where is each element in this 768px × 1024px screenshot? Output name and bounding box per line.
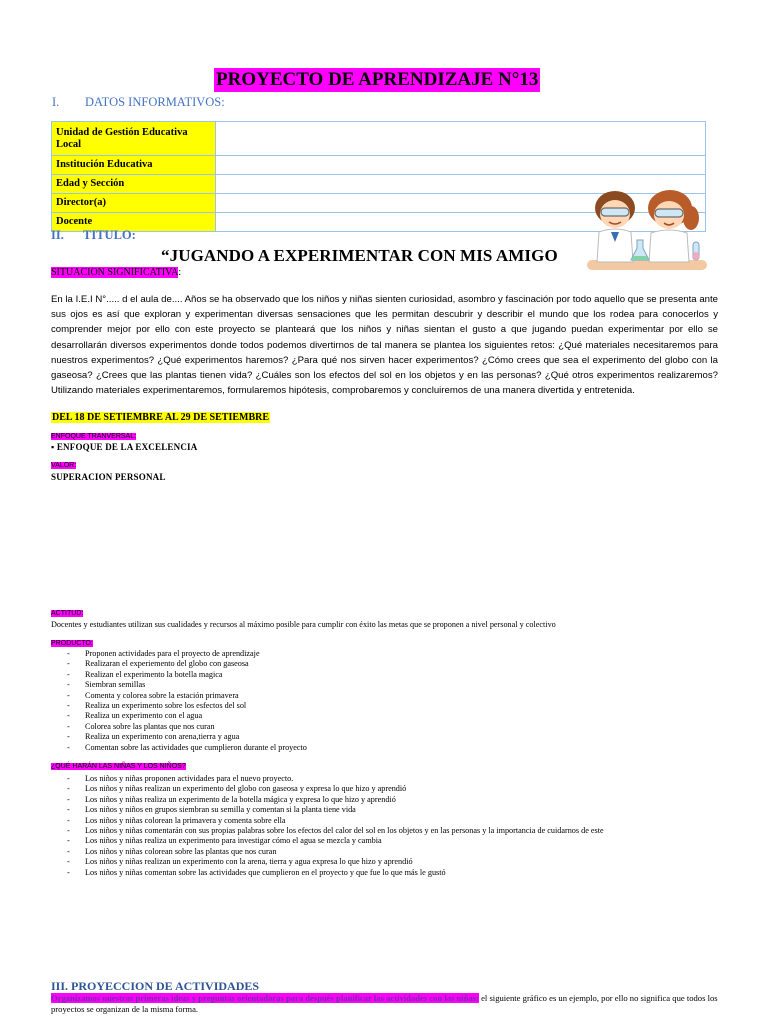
kids-scientists-illustration bbox=[585, 190, 710, 272]
row-label: Unidad de Gestión Educativa Local bbox=[52, 122, 216, 156]
actitud-label: ACTITUD: bbox=[51, 610, 84, 617]
list-item-text: Los niños y niñas colorean sobre las plantas que nos curan bbox=[85, 846, 277, 856]
list-item: - Los niños y niñas realiza un experimento para investigar cómo el agua se mezcla y cambia bbox=[67, 836, 382, 846]
list-item: - Los niños y niños en grupos siembran su semilla y comentan si la planta tiene vida bbox=[67, 805, 356, 815]
enfoque-label: ENFOQUE TRANVERSAL: bbox=[51, 433, 137, 440]
list-item-text: Los niños y niñas colorean la primavera y comenta sobre ella bbox=[85, 815, 286, 825]
list-item-text: Los niños y niñas realizan un experimento del globo con gaseosa y expresa lo que hizo y aprendió bbox=[85, 784, 407, 794]
list-item-text: Los niños y niñas proponen actividades para el nuevo proyecto. bbox=[85, 774, 294, 783]
row-label: Docente bbox=[52, 213, 216, 232]
list-item: - Los niños y niñas realiza un experimento de la botella mágica y expresa lo que hizo y aprendió bbox=[67, 794, 396, 804]
list-item-text: Comenta y colorea sobre la estación primavera bbox=[85, 690, 239, 700]
list-item-text: Los niños y niñas comentarán con sus propias palabras sobre los efectos del calor del sol en los objetos y en las personas y la importancia de cuidarnos de este bbox=[85, 826, 604, 836]
project-title: “JUGANDO A EXPERIMENTAR CON MIS AMIGO bbox=[161, 246, 558, 265]
list-item: - Los niños y niñas colorean sobre las plantas que nos curan bbox=[67, 846, 277, 856]
list-item: - Siembran semillas bbox=[67, 680, 146, 690]
list-item: - Realiza un experimento sobre los esfectos del sol bbox=[67, 701, 247, 711]
enfoque-value-line bbox=[51, 442, 197, 452]
section-label: TITULO: bbox=[83, 228, 136, 242]
table-row bbox=[52, 122, 706, 156]
section-label: DATOS INFORMATIVOS: bbox=[85, 95, 225, 109]
list-item-text: Realizan el experimento la botella magica bbox=[85, 669, 223, 679]
section-number: II. bbox=[51, 228, 64, 242]
page-title: PROYECTO DE APRENDIZAJE N°13 bbox=[216, 69, 539, 90]
bullet-icon: ▪ bbox=[51, 442, 55, 452]
list-item: - Colorea sobre las plantas que nos curan bbox=[67, 721, 215, 731]
list-item: - Los niños y niñas comentan sobre las actividades que cumplieron en el proyecto y que fue lo que más le gustó bbox=[67, 867, 446, 877]
enfoque-value: ENFOQUE DE LA EXCELENCIA bbox=[56, 442, 198, 452]
haran-label: ¿QUÉ HARÁN LAS NIÑAS Y LOS NIÑOS? bbox=[51, 763, 186, 770]
organizamos-highlight: Organizamos nuestras primeras ideas y preguntas orientadoras para después planificar las actividades con las niñas: bbox=[51, 993, 479, 1003]
list-item-text: Los niños y niños en grupos siembran su semilla y comentan si la planta tiene vida bbox=[85, 805, 356, 815]
situacion-label-line bbox=[51, 267, 181, 278]
organizamos-paragraph bbox=[51, 993, 721, 1014]
producto-list bbox=[51, 649, 307, 753]
valor-value: SUPERACION PERSONAL bbox=[51, 472, 166, 482]
list-item-text: Los niños y niñas realizan un experimento con la arena, tierra y agua expresa lo que hizo y aprendió bbox=[85, 857, 413, 867]
list-item-text: Los niños y niñas realiza un experimento para investigar cómo el agua se mezcla y cambia bbox=[85, 836, 382, 846]
list-item-text: Los niños y niñas realiza un experimento de la botella mágica y expresa lo que hizo y aprendió bbox=[85, 794, 396, 804]
list-item: - Los niños y niñas realizan un experimento del globo con gaseosa y expresa lo que hizo y aprendió bbox=[67, 784, 407, 794]
situacion-colon: : bbox=[178, 267, 182, 278]
list-item: - Realiza un experimento con arena,tierra y agua bbox=[67, 732, 240, 742]
list-item: - Realiza un experimento con el agua bbox=[67, 711, 203, 721]
row-value[interactable] bbox=[216, 122, 706, 156]
row-label: Institución Educativa bbox=[52, 156, 216, 175]
list-item: - Proponen actividades para el proyecto de aprendizaje bbox=[67, 649, 260, 658]
list-item: - Los niños y niñas proponen actividades para el nuevo proyecto. bbox=[67, 774, 294, 783]
section-number: I. bbox=[52, 95, 60, 109]
list-item-text: Realiza un experimento con arena,tierra y agua bbox=[85, 732, 240, 742]
section-titulo-heading bbox=[51, 228, 136, 243]
organizamos-rest: el siguiente gráfico es un ejemplo, por ello no significa que todos los proyectos se organizan de la misma forma. bbox=[51, 993, 718, 1014]
list-item: - Los niños y niñas comentarán con sus propias palabras sobre los efectos del calor del sol en los objetos y en las personas y la importancia de cuidarnos de este bbox=[67, 826, 604, 836]
haran-list bbox=[51, 774, 604, 878]
row-label: Director(a) bbox=[52, 194, 216, 213]
list-item-text: Los niños y niñas comentan sobre las actividades que cumplieron en el proyecto y que fue lo que más le gustó bbox=[85, 867, 446, 877]
valor-label: VALOR: bbox=[51, 462, 77, 469]
list-item: - Los niños y niñas colorean la primavera y comenta sobre ella bbox=[67, 815, 286, 825]
table-row bbox=[52, 156, 706, 175]
producto-label: PRODUCTO: bbox=[51, 640, 93, 647]
list-item-text: Proponen actividades para el proyecto de aprendizaje bbox=[85, 649, 260, 658]
date-range: DEL 18 DE SETIEMBRE AL 29 DE SETIEMBRE bbox=[52, 412, 270, 423]
section-proyeccion-heading: III. PROYECCION DE ACTIVIDADES bbox=[51, 979, 260, 993]
list-item: - Comenta y colorea sobre la estación primavera bbox=[67, 690, 239, 700]
list-item-text: Colorea sobre las plantas que nos curan bbox=[85, 721, 215, 731]
list-item: - Los niños y niñas realizan un experimento con la arena, tierra y agua expresa lo que hizo y aprendió bbox=[67, 857, 413, 867]
row-label: Edad y Sección bbox=[52, 175, 216, 194]
situacion-label: SITUACION SIGNIFICATIVA bbox=[51, 267, 179, 278]
list-item-text: Realizaran el experiemento del globo con gaseosa bbox=[85, 659, 249, 669]
section-datos-heading bbox=[52, 95, 225, 110]
list-item: - Comentan sobre las actividades que cumplieron durante el proyecto bbox=[67, 742, 307, 752]
situacion-paragraph: En la I.E.I N°..... d el aula de.... Años se ha observado que los niños y niñas sienten curiosidad, asombro y fascinación por todo aquello que se presenta ante sus ojos es así que exploran y experimentan diversas sensaciones que les permitan descubrir y describir el mundo que los rodea para conocerlos y comprender mejor por ello con este proyecto se planteará que los niños y niñas sientan el gusto a que jugando puedan experimentar por ello se desarrollarán diversos experimentos donde todos podemos divertirnos de tal manera se plantea los siguientes retos: ¿Qué materiales necesitaremos para nuestros experimentos? ¿Qué experimentos haremos? ¿Para qué nos sirven hacer experimentos? ¿Cómo crees que sea el experimento del globo con la gaseosa? ¿Crees que las plantas tienen vida? ¿Cuáles son los efectos del sol en los objetos y en las personas? ¿Qué otros experimentos realizaremos? Utilizando materiales experimentaremos, formularemos hipótesis, comprobaremos y concluiremos de una manera divertida y entretenida. bbox=[51, 294, 718, 397]
list-item-text: Realiza un experimento con el agua bbox=[85, 711, 203, 721]
list-item: - Realizaran el experiemento del globo con gaseosa bbox=[67, 659, 249, 669]
list-item-text: Realiza un experimento sobre los esfectos del sol bbox=[85, 701, 247, 711]
list-item-text: Siembran semillas bbox=[85, 680, 146, 690]
list-item: - Realizan el experimento la botella magica bbox=[67, 669, 223, 679]
row-value[interactable] bbox=[216, 156, 706, 175]
actitud-value: Docentes y estudiantes utilizan sus cualidades y recursos al máximo posible para cumplir con éxito las metas que se proponen a nivel personal y colectivo bbox=[51, 620, 556, 629]
list-item-text: Comentan sobre las actividades que cumplieron durante el proyecto bbox=[85, 742, 307, 752]
